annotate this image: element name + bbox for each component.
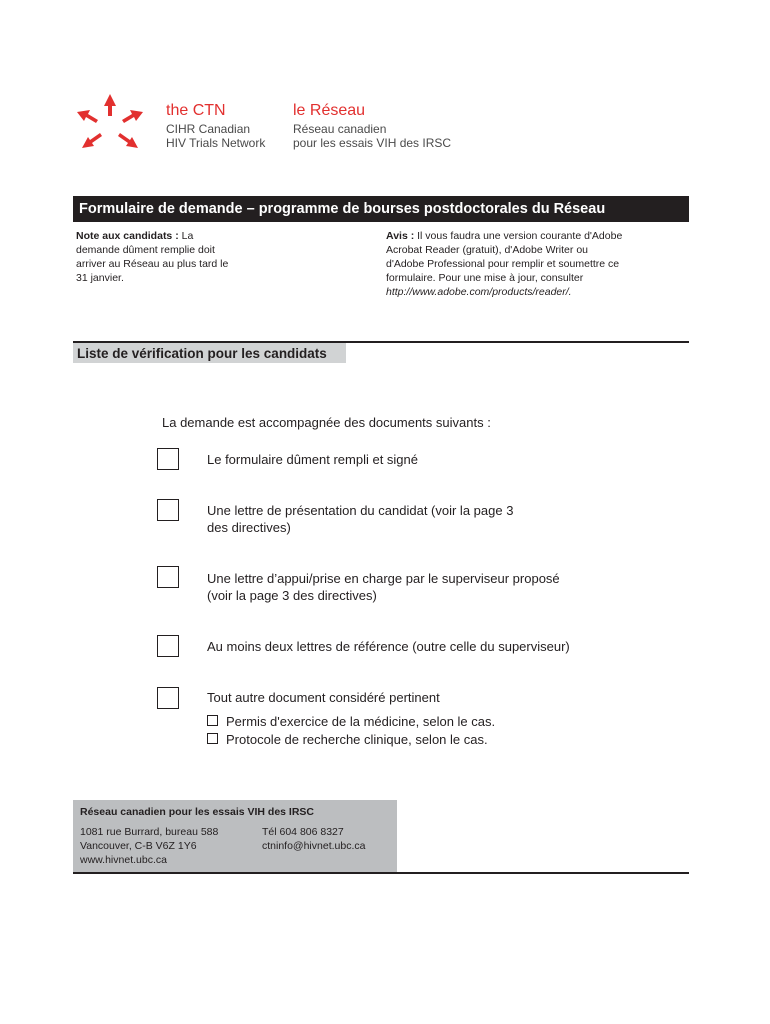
ctn-brand-line2: HIV Trials Network [166, 136, 266, 150]
sub-item-label: Protocole de recherche clinique, selon le cas. [226, 732, 488, 747]
checklist-intro: La demande est accompagnée des documents suivants : [162, 415, 491, 430]
item-label: Tout autre document considéré pertinent [207, 690, 440, 705]
note-line2: demande dûment remplie doit [76, 244, 215, 256]
reseau-brand-title: le Réseau [293, 102, 366, 119]
sub-checkbox-license[interactable] [207, 715, 218, 726]
notice-line2: Acrobat Reader (gratuit), d'Adobe Writer ou [386, 244, 588, 256]
footer-contact [262, 825, 365, 853]
note-line1: La [181, 230, 194, 242]
footer-address-line2: Vancouver, C-B V6Z 1Y6 [80, 840, 197, 852]
item-label-cont: des directives) [207, 520, 291, 535]
notice-line4: formulaire. Pour une mise à jour, consulter [386, 272, 584, 284]
note-line4: 31 janvier. [76, 272, 124, 284]
footer-org: Réseau canadien pour les essais VIH des IRSC [80, 806, 315, 818]
checkbox-reference-letters[interactable] [157, 635, 179, 657]
notice-line3: d'Adobe Professional pour remplir et soumettre ce [386, 258, 620, 270]
footer-email[interactable]: ctninfo@hivnet.ubc.ca [262, 840, 366, 852]
checkbox-support-letter[interactable] [157, 566, 179, 588]
checklist-heading: Liste de vérification pour les candidats [73, 343, 346, 363]
checkbox-form-signed[interactable] [157, 448, 179, 470]
item-label: Une lettre de présentation du candidat (voir la page 3 [207, 503, 514, 518]
reseau-brand-line1: Réseau canadien [293, 122, 387, 136]
item-label-cont: (voir la page 3 des directives) [207, 588, 377, 603]
checkbox-other-documents[interactable] [157, 687, 179, 709]
checklist-item [207, 502, 587, 536]
footer-address-line1: 1081 rue Burrard, bureau 588 [80, 826, 219, 838]
checklist-item [207, 451, 587, 468]
adobe-reader-link[interactable]: http://www.adobe.com/products/reader/. [386, 286, 572, 298]
sub-item-license [207, 713, 495, 731]
ctn-brand-line1: CIHR Canadian [166, 122, 251, 136]
checklist-item [207, 570, 587, 604]
footer-divider [73, 872, 689, 874]
note-line3: arriver au Réseau au plus tard le [76, 258, 229, 270]
notice-line1: Il vous faudra une version courante d'Adobe [417, 230, 623, 242]
item-label: Au moins deux lettres de référence (outre celle du superviseur) [207, 639, 570, 654]
footer-address [80, 825, 218, 867]
note-label: Note aux candidats : [76, 230, 179, 242]
ctn-brand-title: the CTN [166, 102, 226, 119]
checklist-item [207, 638, 587, 655]
sub-checkbox-protocol[interactable] [207, 733, 218, 744]
item-label: Le formulaire dûment rempli et signé [207, 452, 418, 467]
reseau-brand-line2: pour les essais VIH des IRSC [293, 136, 452, 150]
note-candidates [76, 229, 256, 285]
checkbox-presentation-letter[interactable] [157, 499, 179, 521]
sub-item-protocol [207, 731, 488, 749]
notice-label: Avis : [386, 230, 415, 242]
footer-phone: Tél 604 806 8327 [262, 826, 344, 838]
item-label: Une lettre d’appui/prise en charge par le superviseur proposé [207, 571, 560, 586]
checklist-item [207, 689, 587, 706]
sub-item-label: Permis d'exercice de la médicine, selon le cas. [226, 714, 496, 729]
notice-block [386, 229, 686, 299]
footer-website[interactable]: www.hivnet.ubc.ca [80, 854, 167, 866]
form-title: Formulaire de demande – programme de bourses postdoctorales du Réseau [73, 196, 689, 222]
ctn-logo-icon [74, 92, 146, 154]
